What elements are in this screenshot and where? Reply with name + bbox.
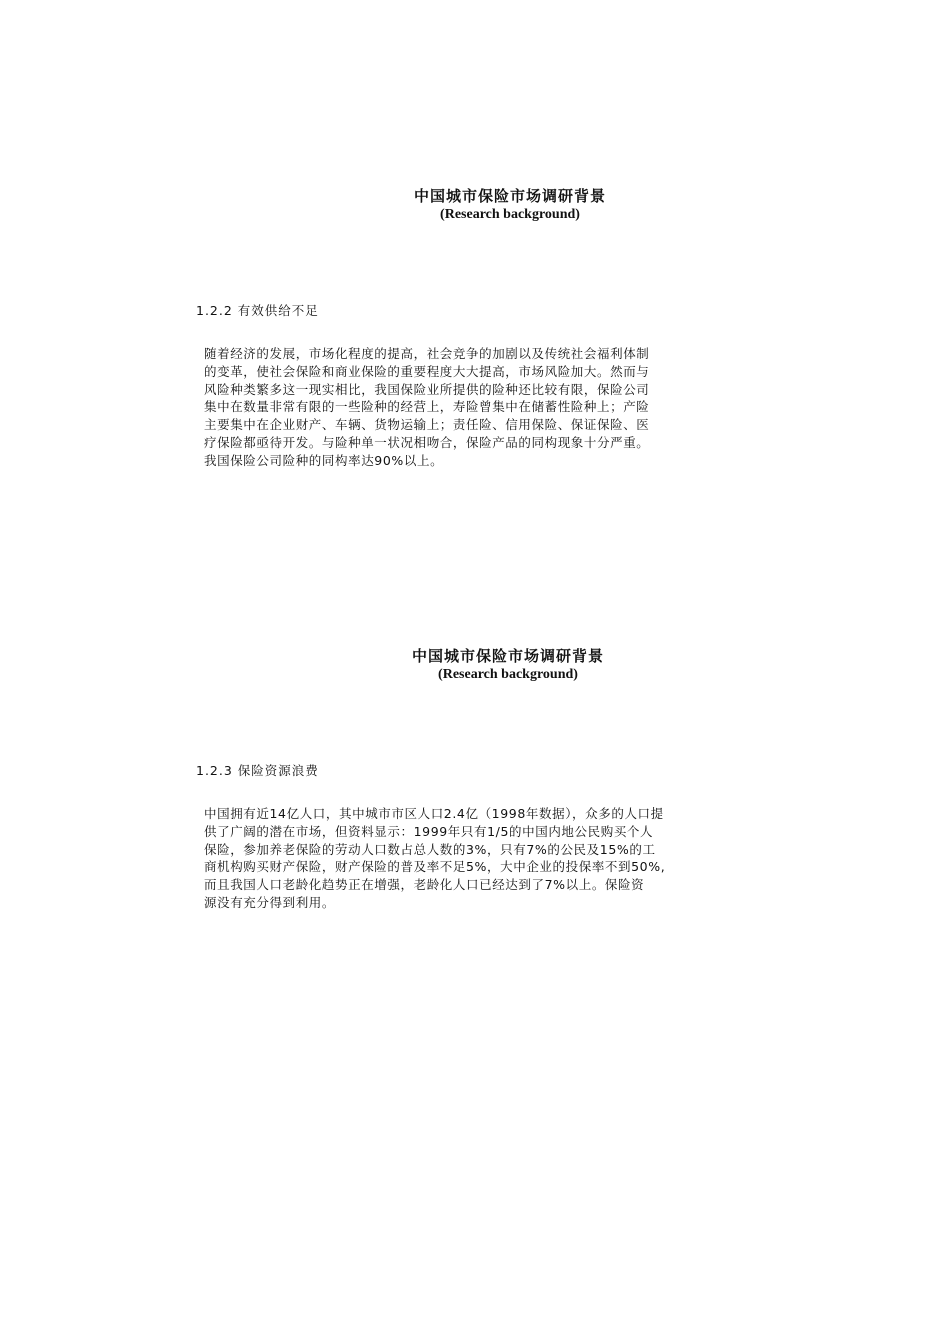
body-line: 中国拥有近14亿人口，其中城市市区人口2.4亿（1998年数据），众多的人口提 bbox=[204, 806, 664, 821]
section-heading: 1.2.3 保险资源浪费 bbox=[196, 763, 319, 778]
body-line: 随着经济的发展，市场化程度的提高，社会竞争的加剧以及传统社会福利体制 bbox=[204, 346, 650, 361]
body-line: 商机构购买财产保险，财产保险的普及率不足5%，大中企业的投保率不到50%, bbox=[204, 859, 666, 875]
body-line: 保险，参加养老保险的劳动人口数占总人数的3%，只有7%的公民及15%的工 bbox=[204, 841, 656, 857]
body-line: 供了广阔的潜在市场，但资料显示：1999年只有1/5的中国内地公民购买个人 bbox=[204, 823, 654, 839]
body-line: 我国保险公司险种的同构率达90%以上。 bbox=[204, 452, 444, 468]
slide-title-cn: 中国城市保险市场调研背景 bbox=[413, 187, 606, 205]
body-line: 而且我国人口老龄化趋势正在增强，老龄化人口已经达到了7%以上。保险资 bbox=[204, 877, 645, 893]
body-line: 风险种类繁多这一现实相比，我国保险业所提供的险种还比较有限，保险公司 bbox=[204, 381, 650, 397]
slide-title-en: (Research background) bbox=[438, 667, 578, 682]
body-line: 主要集中在企业财产、车辆、货物运输上；责任险、信用保险、保证保险、医 bbox=[204, 417, 650, 433]
slide-2 bbox=[0, 620, 950, 950]
body-line: 集中在数量非常有限的一些险种的经营上，寿险曾集中在储蓄性险种上；产险 bbox=[204, 399, 650, 415]
body-line: 源没有充分得到利用。 bbox=[204, 894, 336, 910]
slide-title-cn: 中国城市保险市场调研背景 bbox=[411, 647, 604, 665]
body-line: 的变革，使社会保险和商业保险的重要程度大大提高，市场风险加大。然而与 bbox=[204, 363, 650, 379]
body-line: 疗保险都亟待开发。与险种单一状况相吻合，保险产品的同构现象十分严重。 bbox=[204, 434, 650, 450]
slide-title-block bbox=[35, 186, 950, 224]
slide-title-en: (Research background) bbox=[440, 207, 580, 222]
slide-1 bbox=[0, 0, 950, 540]
slide-title-block bbox=[33, 646, 950, 684]
body-paragraph bbox=[204, 805, 864, 912]
section-heading: 1.2.2 有效供给不足 bbox=[196, 303, 319, 318]
body-paragraph bbox=[204, 345, 864, 470]
